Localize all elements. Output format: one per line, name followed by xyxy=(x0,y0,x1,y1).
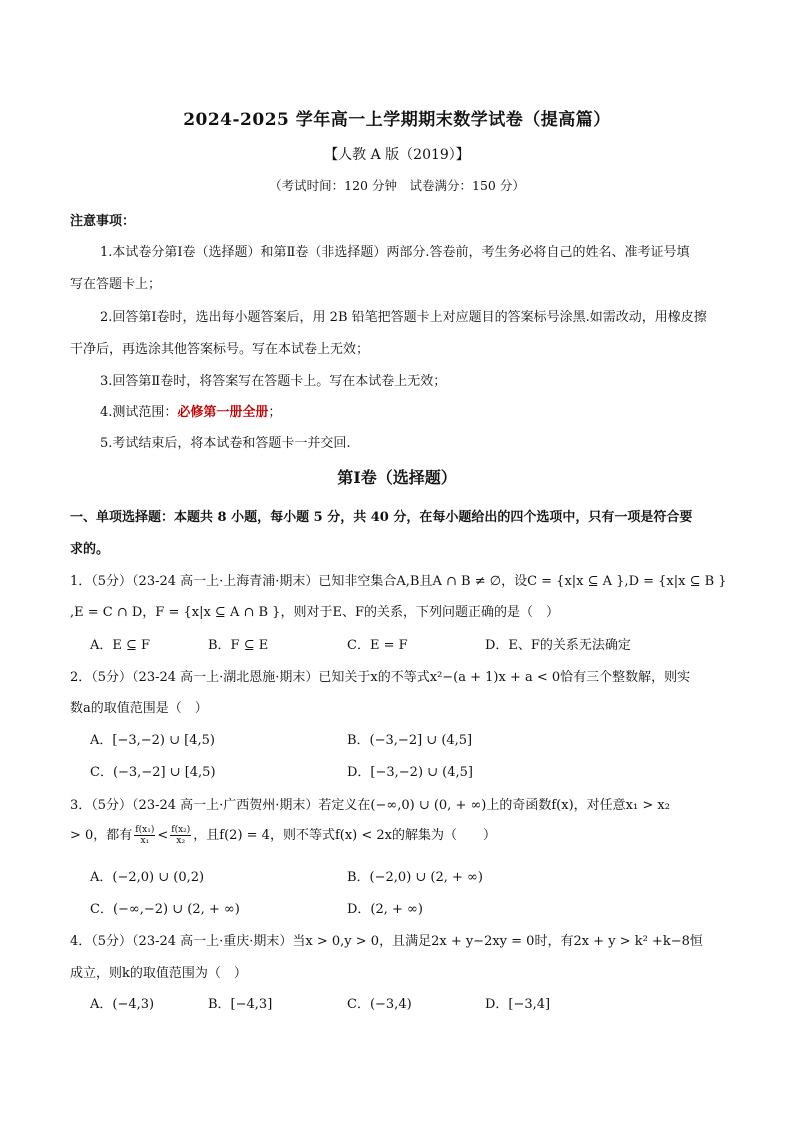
scope-prefix: 4.测试范围： xyxy=(100,405,178,420)
question-3-option-a: A．(−2,0) ∪ (0,2) xyxy=(90,870,205,885)
question-3-line-2 xyxy=(70,824,496,846)
notice-item-5: 5.考试结束后，将本试卷和答题卡一并交回. xyxy=(100,436,351,451)
question-3-option-c: C．(−∞,−2) ∪ (2, + ∞) xyxy=(90,902,240,917)
notice-item-1: 1.本试卷分第Ⅰ卷（选择题）和第Ⅱ卷（非选择题）两部分.答卷前，考生务必将自己的姓名、准考证号填 xyxy=(100,245,690,260)
question-3-prefix: > 0，都有 xyxy=(70,828,133,843)
question-4-line-1: 4．（5分）（23-24 高一上·重庆·期末）当x > 0,y > 0，且满足2x + y−2xy = 0时，有2x + y > k² +k−8恒 xyxy=(70,934,703,949)
question-1-option-b: B．F ⊆ E xyxy=(208,638,269,653)
section-instruction-cont: 求的。 xyxy=(70,542,110,557)
fraction-2-numerator: f(x₂) xyxy=(171,825,191,835)
section-title: 第Ⅰ卷（选择题） xyxy=(337,468,457,487)
notice-item-2-cont: 干净后，再选涂其他答案标号。写在本试卷上无效； xyxy=(70,342,370,357)
question-3-option-d: D．(2, + ∞) xyxy=(347,902,423,917)
question-4-option-c: C．(−3,4) xyxy=(347,997,412,1012)
question-2-option-d: D．[−3,−2) ∪ (4,5] xyxy=(347,765,474,780)
question-2-option-b: B．(−3,−2] ∪ (4,5] xyxy=(347,733,473,748)
notice-item-3: 3.回答第Ⅱ卷时，将答案写在答题卡上。写在本试卷上无效； xyxy=(100,374,447,389)
question-1-option-d: D．E、F的关系无法确定 xyxy=(485,638,631,653)
question-2-line-1: 2．（5分）（23-24 高一上·湖北恩施·期末）已知关于x的不等式x²−(a + 1)x + a < 0恰有三个整数解，则实 xyxy=(70,670,691,685)
less-than-sign: < xyxy=(157,828,169,843)
question-3-line-1: 3．（5分）（23-24 高一上·广西贺州·期末）若定义在(−∞,0) ∪ (0, + ∞)上的奇函数f(x)，对任意x₁ > x₂ xyxy=(70,798,670,813)
question-2-line-2: 数a的取值范围是（ ） xyxy=(70,701,208,716)
notice-item-1-cont: 写在答题卡上； xyxy=(70,277,162,292)
fraction-2-denominator: x₂ xyxy=(176,836,186,846)
question-2-option-c: C．(−3,−2] ∪ [4,5) xyxy=(90,765,216,780)
question-4-option-b: B．[−4,3] xyxy=(208,997,273,1012)
question-1-option-c: C．E = F xyxy=(347,638,408,653)
edition-label: 【人教 A 版（2019）】 xyxy=(324,147,470,163)
question-1-line-2: ,E = C ∩ D，F = {x|x ⊆ A ∩ B }，则对于E、F的关系，下列问题正确的是（ ） xyxy=(70,605,559,620)
scope-value: 必修第一册全册 xyxy=(177,405,269,420)
notice-item-4 xyxy=(100,401,281,420)
exam-time-info: （考试时间：120 分钟 试卷满分：150 分） xyxy=(269,178,525,193)
fraction-1 xyxy=(134,825,155,846)
scope-suffix: ； xyxy=(268,405,282,420)
question-1-option-a: A．E ⊆ F xyxy=(90,638,151,653)
question-4-option-a: A．(−4,3) xyxy=(90,997,155,1012)
fraction-2 xyxy=(170,825,191,846)
question-3-suffix: ，且f(2) = 4，则不等式f(x) < 2x的解集为（ ） xyxy=(193,828,496,843)
notice-heading: 注意事项： xyxy=(70,214,136,229)
section-instruction: 一、单项选择题：本题共 8 小题，每小题 5 分，共 40 分，在每小题给出的四个选项中，只有一项是符合要 xyxy=(70,510,693,525)
fraction-1-numerator: f(x₁) xyxy=(135,825,155,835)
question-4-line-2: 成立，则k的取值范围为（ ） xyxy=(70,966,247,981)
question-3-option-b: B．(−2,0) ∪ (2, + ∞) xyxy=(347,870,483,885)
question-1-line-1: 1．（5分）（23-24 高一上·上海青浦·期末）已知非空集合A,B且A ∩ B ≠ ∅，设C = {x|x ⊆ A },D = {x|x ⊆ B } xyxy=(70,574,727,589)
fraction-1-denominator: x₁ xyxy=(140,836,150,846)
notice-item-2: 2.回答第Ⅰ卷时，选出每小题答案后，用 2B 铅笔把答题卡上对应题目的答案标号涂黑.如需改动，用橡皮擦 xyxy=(100,310,707,325)
exam-title: 2024-2025 学年高一上学期期末数学试卷（提高篇） xyxy=(183,110,611,130)
question-4-option-d: D．[−3,4] xyxy=(485,997,551,1012)
question-2-option-a: A．[−3,−2) ∪ [4,5) xyxy=(90,733,215,748)
